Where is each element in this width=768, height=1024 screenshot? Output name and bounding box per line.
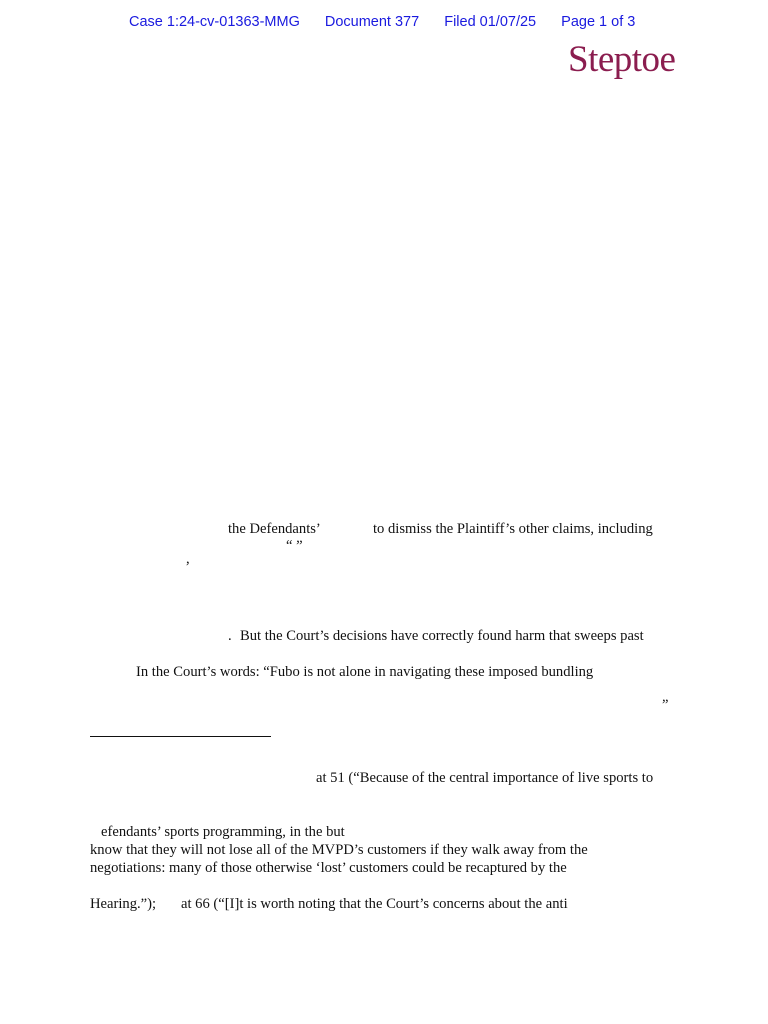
body-line-1a: the Defendants’ xyxy=(228,521,321,537)
case-header xyxy=(129,14,635,30)
body-line-5: In the Court’s words: “Fubo is not alone in navigating these imposed bundling xyxy=(136,664,594,680)
body-line-4a: . xyxy=(228,628,232,644)
footnote-line-2: efendants’ sports programming, in the but xyxy=(101,824,345,840)
footnote-line-5b: at 66 (“[I]t is worth noting that the Court’s concerns about the anti xyxy=(181,896,568,912)
document-number: Document 377 xyxy=(324,14,420,30)
footnote-line-4: negotiations: many of those otherwise ‘lost’ customers could be recaptured by the xyxy=(90,860,567,876)
filed-date: Filed 01/07/25 xyxy=(444,14,537,30)
footnote-line-3: know that they will not lose all of the MVPD’s customers if they walk away from the xyxy=(90,842,588,858)
body-line-6: ” xyxy=(662,697,669,713)
page-indicator: Page 1 of 3 xyxy=(561,14,636,30)
footnote-line-1: at 51 (“Because of the central importance of live sports to xyxy=(316,770,654,786)
footnote-separator xyxy=(90,736,271,737)
body-line-1b: to dismiss the Plaintiff’s other claims, including xyxy=(373,521,653,537)
footnote-line-5a: Hearing.”); xyxy=(90,896,157,912)
body-line-4b: But the Court’s decisions have correctly found harm that sweeps past xyxy=(240,628,644,644)
steptoe-logo: Steptoe xyxy=(568,39,676,80)
case-number: Case 1:24-cv-01363-MMG xyxy=(129,14,300,30)
body-line-2: “ ” xyxy=(286,538,303,554)
body-line-3: , xyxy=(186,551,190,567)
